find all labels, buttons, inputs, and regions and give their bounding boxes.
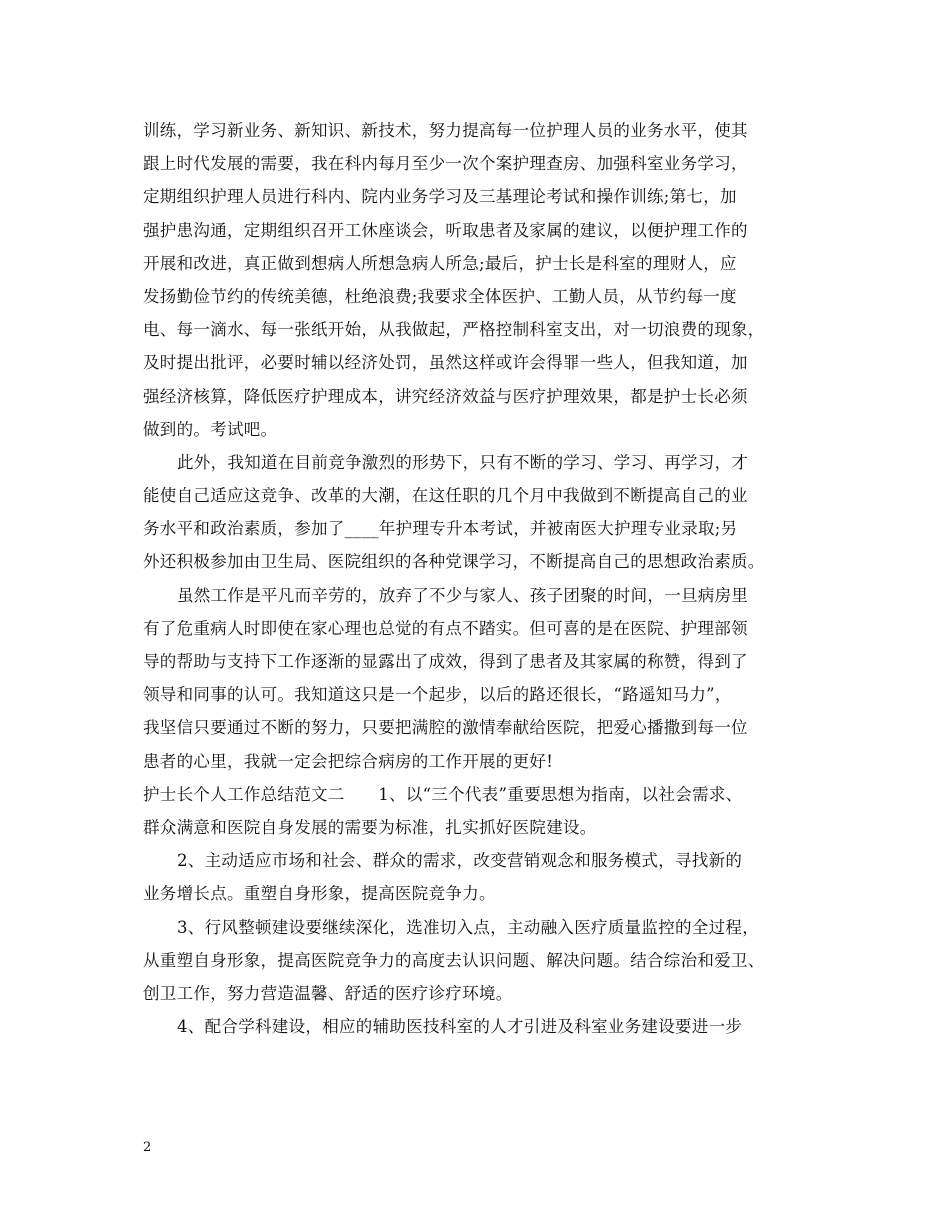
text-line: 虽然工作是平凡而辛劳的，放弃了不少与家人、孩子团聚的时间，一旦病房里	[177, 585, 749, 605]
text-line: 业务增长点。重塑自身形象，提高医院竞争力。	[143, 884, 496, 904]
text-line: 务水平和政治素质，参加了____年护理专升本考试，并被南医大护理专业录取;另	[143, 519, 738, 539]
text-line: 3、行风整顿建设要继续深化，选准切入点，主动融入医疗质量监控的全过程，	[177, 917, 759, 937]
text-line: 发扬勤俭节约的传统美德，杜绝浪费;我要求全体医护、工勤人员，从节约每一度	[143, 286, 737, 306]
text-line: 导的帮助与支持下工作逐渐的显露出了成效，得到了患者及其家属的称赞，得到了	[143, 652, 748, 671]
page-number: 2	[143, 1140, 152, 1155]
text-line: 定期组织护理人员进行科内、院内业务学习及三基理论考试和操作训练;第七，加	[143, 187, 737, 207]
text-line: 有了危重病人时即使在家心理也总觉的有点不踏实。但可喜的是在医院、护理部领	[143, 618, 748, 638]
text-line: 从重塑自身形象，提高医院竞争力的高度去认识问题、解决问题。结合综治和爱卫、	[143, 950, 765, 970]
text-line: 外还积极参加由卫生局、医院组织的各种党课学习，不断提高自己的思想政治素质。	[143, 552, 765, 572]
text-line: 开展和改进，真正做到想病人所想急病人所急;最后，护士长是科室的理财人，应	[143, 253, 737, 273]
text-line: 强经济核算，降低医疗护理成本，讲究经济效益与医疗护理效果，都是护士长必须	[143, 386, 748, 406]
text-line: 能使自己适应这竞争、改革的大潮，在这任职的几个月中我做到不断提高自己的业	[143, 486, 748, 506]
text-line: 及时提出批评，必要时辅以经济处罚，虽然这样或许会得罪一些人，但我知道，加	[143, 353, 748, 373]
text-line: 护士长个人工作总结范文二 1、以“三个代表”重要思想为指南，以社会需求、	[143, 784, 743, 804]
document-body	[143, 114, 823, 1043]
text-line: 2、主动适应市场和社会、群众的需求，改变营销观念和服务模式，寻找新的	[177, 851, 743, 871]
text-line: 患者的心里，我就一定会把综合病房的工作开展的更好!	[143, 751, 554, 771]
text-line: 跟上时代发展的需要，我在科内每月至少一次个案护理查房、加强科室业务学习，	[143, 154, 748, 174]
text-line: 领导和同事的认可。我知道这只是一个起步，以后的路还很长，“路遥知马力”，	[143, 685, 732, 705]
text-line: 我坚信只要通过不断的努力，只要把满腔的激情奉献给医院，把爱心播撒到每一位	[143, 718, 748, 738]
text-line: 电、每一滴水、每一张纸开始，从我做起，严格控制科室支出，对一切浪费的现象，	[143, 320, 765, 340]
text-line: 群众满意和医院自身发展的需要为标准，扎实抓好医院建设。	[143, 817, 597, 837]
text-line: 强护患沟通，定期组织召开工休座谈会，听取患者及家属的建议，以便护理工作的	[143, 220, 748, 240]
text-line: 创卫工作，努力营造温馨、舒适的医疗诊疗环境。	[143, 983, 513, 1003]
text-line: 做到的。考试吧。	[143, 419, 278, 439]
text-line: 训练，学习新业务、新知识、新技术，努力提高每一位护理人员的业务水平，使其	[143, 121, 748, 140]
text-line: 此外，我知道在目前竞争激烈的形势下，只有不断的学习、学习、再学习，才	[177, 452, 749, 472]
text-line: 4、配合学科建设，相应的辅助医技科室的人才引进及科室业务建设要进一步	[177, 1017, 743, 1037]
